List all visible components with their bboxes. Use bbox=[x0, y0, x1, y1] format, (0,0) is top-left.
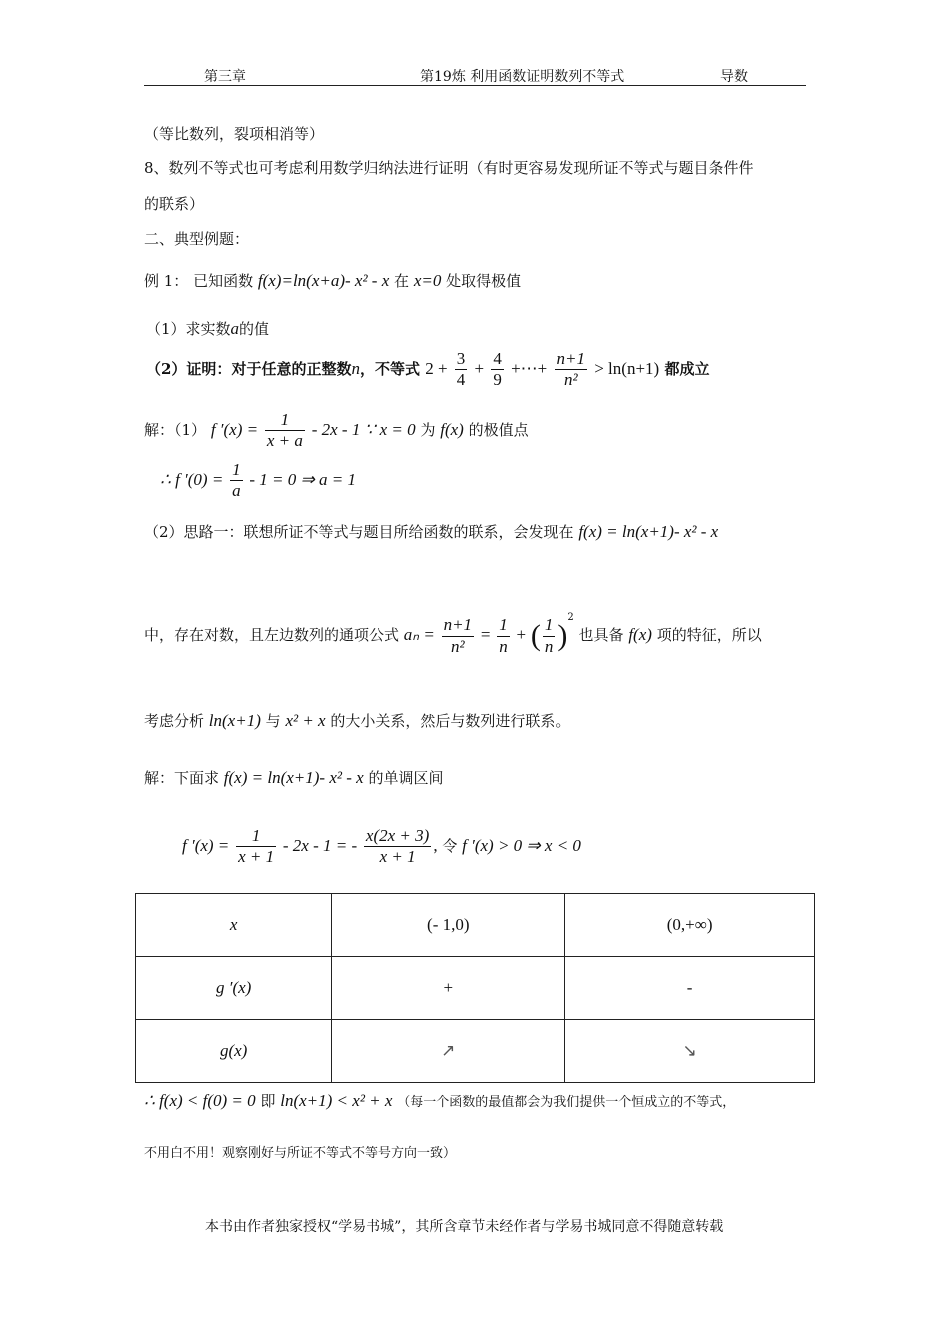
header-title: 第19炼 利用函数证明数列不等式 bbox=[420, 69, 625, 85]
ex1-suffix: 处取得极值 bbox=[446, 272, 522, 290]
t2-frac-3-num: 1 bbox=[543, 615, 556, 636]
table-row bbox=[136, 957, 815, 1020]
line-1: （等比数列，裂项相消等） bbox=[144, 125, 325, 143]
t1-prefix: （2）思路一：联想所证不等式与题目所给函数的联系，会发现在 bbox=[144, 523, 574, 541]
solution-1 bbox=[144, 410, 529, 452]
table-row bbox=[136, 894, 815, 957]
footer-copyright: 本书由作者独家授权“学易书城”，其所含章节未经作者与学易书城同意不得随意转载 bbox=[205, 1219, 724, 1235]
t4-expr: f(x) = ln(x+1)- x² - x bbox=[223, 768, 364, 787]
s1-frac bbox=[265, 410, 305, 452]
d-comma: , bbox=[433, 835, 438, 855]
q2-frac-1-num: 3 bbox=[455, 349, 468, 370]
table-cell: (0,+∞) bbox=[565, 894, 815, 957]
table-cell: g ′(x) bbox=[136, 957, 332, 1020]
thinking-line-2: 中，存在对数，且左边数列的通项公式 aₙ = $\frac{n+1}{\text{n²}}$ = $\frac{1}{n}$ + ( $\frac{1}{n}$ )$^2$ 也具备 f(x) 项的特征，所以 bbox=[144, 612, 762, 656]
question-1 bbox=[146, 318, 269, 339]
q2-frac-1-den: 4 bbox=[456, 370, 466, 390]
section-heading: 二、典型例题： bbox=[144, 230, 250, 248]
header-subject: 导数 bbox=[720, 69, 748, 85]
t2-prefix: 中，存在对数，且左边数列的通项公式 bbox=[144, 626, 400, 644]
t2-frac-3 bbox=[543, 615, 556, 657]
t2-frac-1 bbox=[442, 615, 474, 657]
q2-frac-2-num: 4 bbox=[491, 349, 504, 370]
ex1-prefix: 例 1： 已知函数 bbox=[144, 272, 254, 290]
ex1-mid: 在 bbox=[394, 272, 410, 290]
t2-square: 2 bbox=[567, 612, 574, 623]
q2-mid: ，不等式 bbox=[359, 359, 420, 378]
s1-fx: f(x) bbox=[440, 419, 464, 439]
ex1-function: f(x)=ln(x+a)- x² - x bbox=[257, 271, 390, 290]
table-cell: + bbox=[332, 957, 565, 1020]
t4-prefix: 解：下面求 bbox=[144, 769, 220, 787]
q2-plus: + bbox=[474, 358, 485, 378]
s2-rest: - 1 = 0 ⇒ a = 1 bbox=[249, 469, 356, 489]
d-frac-1-den: x + 1 bbox=[238, 847, 275, 867]
t2-eq: = bbox=[480, 625, 491, 644]
s2-frac-den: a bbox=[232, 481, 241, 501]
c1-note: （每一个函数的最值都会为我们提供一个恒成立的不等式， bbox=[397, 1095, 736, 1110]
q1-suffix: 的值 bbox=[239, 320, 270, 338]
thinking-line-3 bbox=[144, 710, 570, 731]
t2-plus: + bbox=[516, 625, 527, 644]
t4-suffix: 的单调区间 bbox=[368, 769, 444, 787]
t3-poly: x² + x bbox=[285, 711, 326, 730]
header-rule bbox=[144, 85, 806, 86]
t3-prefix: 考虑分析 bbox=[144, 712, 205, 730]
conclusion-line-1 bbox=[144, 1090, 735, 1111]
q1-var: a bbox=[230, 319, 240, 338]
q2-frac-3-num: n+1 bbox=[555, 349, 587, 370]
q2-frac-3-den: n² bbox=[563, 370, 578, 390]
d-mid: - 2x - 1 = - bbox=[282, 835, 358, 855]
c1-ineq: ln(x+1) < x² + x bbox=[280, 1091, 393, 1110]
table-cell: g(x) bbox=[136, 1020, 332, 1083]
table-cell: ↘ bbox=[565, 1020, 815, 1083]
s1-frac-num: 1 bbox=[265, 410, 305, 431]
d-frac-2-den: x + 1 bbox=[379, 847, 416, 867]
s2-frac-num: 1 bbox=[230, 460, 243, 481]
solution-1-result bbox=[160, 460, 356, 502]
s1-frac-den: x + a bbox=[266, 431, 303, 451]
ex1-condition: x=0 bbox=[413, 271, 442, 290]
q2-frac-2 bbox=[491, 349, 504, 391]
q2-dots: +⋯+ bbox=[511, 358, 548, 378]
t2-frac-1-num: n+1 bbox=[442, 615, 474, 636]
table-cell: - bbox=[565, 957, 815, 1020]
s1-suffix: 的极值点 bbox=[468, 420, 529, 439]
table-cell: (- 1,0) bbox=[332, 894, 565, 957]
q2-frac-1 bbox=[455, 349, 468, 391]
t2-frac-1-den: n² bbox=[451, 636, 465, 656]
q2-frac-3 bbox=[555, 349, 587, 391]
d-frac-1 bbox=[236, 826, 276, 868]
d-cond: f ′(x) > 0 ⇒ x < 0 bbox=[462, 835, 581, 855]
table-row bbox=[136, 1020, 815, 1083]
t2-frac-2 bbox=[497, 615, 510, 657]
d-frac-1-num: 1 bbox=[236, 826, 276, 847]
q2-frac-2-den: 9 bbox=[493, 370, 502, 390]
derivative-line bbox=[182, 826, 581, 868]
q2-prefix: （2）证明：对于任意的正整数 bbox=[146, 359, 352, 378]
d-lhs: f ′(x) = bbox=[182, 835, 230, 855]
t2-an: aₙ = bbox=[403, 625, 435, 644]
header-chapter: 第三章 bbox=[204, 69, 246, 85]
d-frac-2 bbox=[364, 826, 431, 868]
c1-expr: ∴ f(x) < f(0) = 0 bbox=[144, 1091, 256, 1110]
t2-fx: f(x) bbox=[628, 625, 652, 644]
line-2: 8、数列不等式也可考虑利用数学归纳法进行证明（有时更容易发现所证不等式与题目条件件 bbox=[144, 159, 754, 177]
c1-ji: 即 bbox=[260, 1092, 276, 1110]
q1-prefix: （1）求实数 bbox=[146, 320, 231, 338]
q2-var: n bbox=[351, 358, 360, 378]
t1-expr: f(x) = ln(x+1)- x² - x bbox=[578, 522, 719, 541]
t2-frac-2-num: 1 bbox=[497, 615, 510, 636]
monotonicity-table bbox=[135, 893, 815, 1083]
t2-frac-3-den: n bbox=[544, 636, 554, 656]
t3-mid: 与 bbox=[265, 712, 281, 730]
thinking-line-1 bbox=[144, 521, 718, 542]
line-3: 的联系） bbox=[144, 195, 205, 213]
s1-prefix: 解：（1） bbox=[144, 420, 207, 439]
d-frac-2-num: x(2x + 3) bbox=[364, 826, 431, 847]
t3-suffix: 的大小关系，然后与数列进行联系。 bbox=[330, 712, 571, 730]
t3-ln: ln(x+1) bbox=[208, 711, 261, 730]
d-ling: 令 bbox=[442, 836, 458, 855]
q2-rhs: > ln(n+1) bbox=[594, 358, 660, 378]
question-2 bbox=[146, 349, 709, 391]
table-cell: x bbox=[136, 894, 332, 957]
conclusion-line-2: 不用白不用！观察刚好与所证不等式不等号方向一致） bbox=[144, 1146, 457, 1161]
s1-rest: - 2x - 1 ∵ x = 0 bbox=[311, 419, 416, 439]
s2-frac bbox=[230, 460, 243, 502]
t2-suffix: 项的特征，所以 bbox=[656, 626, 762, 644]
s2-lhs: ∴ f ′(0) = bbox=[160, 469, 224, 489]
s1-lhs: f ′(x) = bbox=[210, 419, 259, 439]
q2-expr-start: 2 + bbox=[425, 358, 448, 378]
solution-2-intro bbox=[144, 767, 443, 788]
s1-mid: 为 bbox=[420, 420, 436, 439]
example-1 bbox=[144, 270, 521, 291]
t2-mid: 也具备 bbox=[578, 626, 624, 644]
t2-frac-2-den: n bbox=[499, 636, 508, 656]
q2-suffix: 都成立 bbox=[664, 359, 710, 378]
table-cell: ↗ bbox=[332, 1020, 565, 1083]
